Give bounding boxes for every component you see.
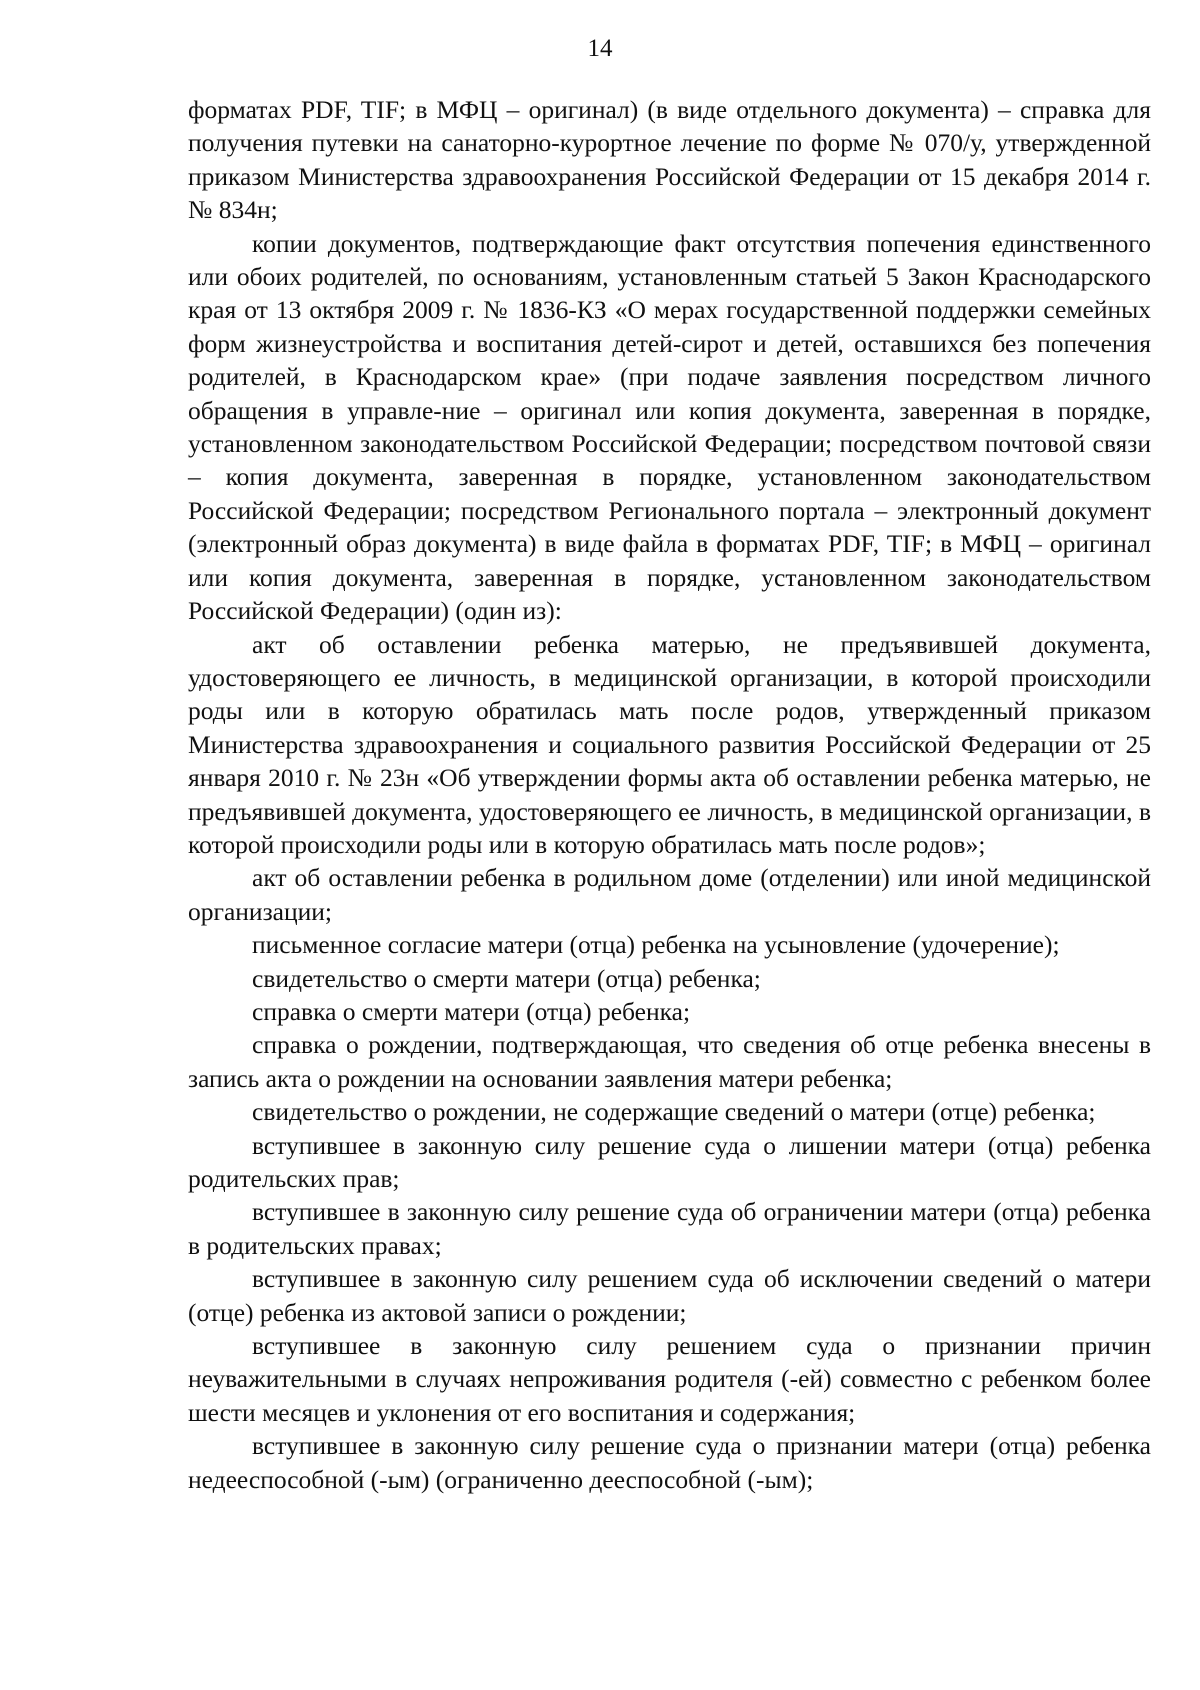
list-item-limitation-ruling: вступившее в законную силу решение суда об ограничении матери (отца) ребенка в родительских правах; xyxy=(188,1197,1151,1260)
list-item-exclusion-ruling: вступившее в законную силу решением суда об исключении сведений о матери (отце) ребенка из актовой записи о рождении; xyxy=(188,1264,1151,1327)
page-number: 14 xyxy=(587,35,613,62)
list-item-birth-note: справка о рождении, подтверждающая, что сведения об отце ребенка внесены в запись акта о рождении на основании заявления матери ребенка; xyxy=(188,1030,1151,1093)
list-item-birth-certificate: свидетельство о рождении, не содержащие сведений о матери (отце) ребенка; xyxy=(252,1097,1096,1127)
list-item-incapacity-ruling: вступившее в законную силу решение суда о признании матери (отца) ребенка недееспособной (-ым) (ограниченно дееспособной (-ым); xyxy=(188,1431,1151,1494)
list-item-abandonment-act: акт об оставлении ребенка матерью, не предъявившей документа, удостоверяющего ее личность, в медицинской организации, в которой происходили роды или в которую обратилась мать после родов, утвержденный приказом Министерства здравоохранения и социального развития Российской Федерации от 25 января 2010 г. № 23н «Об утверждении формы акта об оставлении ребенка матерью, не предъявившей документа, удостоверяющего ее личность, в медицинской организации, в которой происходили роды или в которую обратилась мать после родов»; xyxy=(188,629,1151,859)
list-item-nonresidence-ruling: вступившее в законную силу решением суда о признании причин неуважительными в случаях непроживания родителя (-ей) совместно с ребенком более шести месяцев и уклонения от его воспитания и содержания; xyxy=(188,1331,1151,1427)
document-body xyxy=(188,93,1151,1496)
paragraph-document-copies: копии документов, подтверждающие факт отсутствия попечения единственного или обоих родителей, по основаниям, установленным статьей 5 Закон Краснодарского края от 13 октября 2009 г. № 1836-КЗ «О мерах государственной поддержки семейных форм жизнеустройства и воспитания детей-сирот и детей, оставшихся без попечения родителей, в Краснодарском крае» (при подаче заявления посредством личного обращения в управле-ние – оригинал или копия документа, заверенная в порядке, установленном законодательством Российской Федерации; посредством почтовой связи – копия документа, заверенная в порядке, установленном законодательством Российской Федерации; посредством Регионального портала – электронный документ (электронный образ документа) в виде файла в форматах PDF, TIF; в МФЦ – оригинал или копия документа, заверенная в порядке, установленном законодательством Российской Федерации) (один из): xyxy=(188,228,1151,626)
list-item-death-note: справка о смерти матери (отца) ребенка; xyxy=(252,996,691,1026)
list-item-adoption-consent: письменное согласие матери (отца) ребенка на усыновление (удочерение); xyxy=(252,930,1060,960)
list-item-death-certificate: свидетельство о смерти матери (отца) ребенка; xyxy=(252,963,761,993)
paragraph-continuation: форматах PDF, TIF; в МФЦ – оригинал) (в виде отдельного документа) – справка для получения путевки на санаторно-курортное лечение по форме № 070/у, утвержденной приказом Министерства здравоохранения Российской Федерации от 15 декабря 2014 г. № 834н; xyxy=(188,95,1151,225)
list-item-deprivation-ruling: вступившее в законную силу решение суда о лишении матери (отца) ребенка родительских прав; xyxy=(188,1130,1151,1193)
list-item-maternity-act: акт об оставлении ребенка в родильном доме (отделении) или иной медицинской организации; xyxy=(188,863,1151,926)
